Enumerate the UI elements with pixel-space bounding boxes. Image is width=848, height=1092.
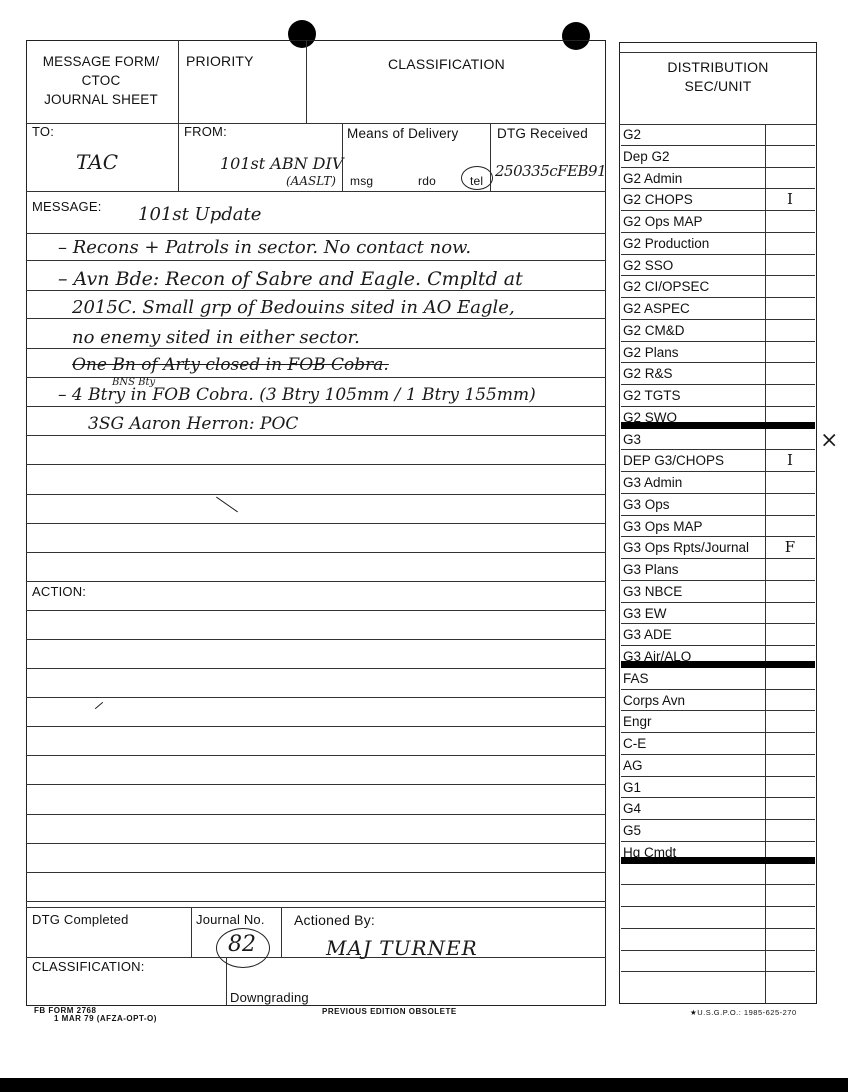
rule-19 (26, 755, 606, 756)
distribution-row-name: G2 Admin (623, 170, 683, 186)
means-option-msg: msg (350, 174, 374, 188)
distribution-row (621, 559, 815, 581)
distribution-row (621, 820, 815, 842)
form-id-line1: FB FORM 2768 (34, 1006, 97, 1015)
form-title-line3: JOURNAL SHEET (44, 92, 158, 107)
distribution-row-name: G2 R&S (623, 366, 673, 382)
footer-rule-2 (26, 957, 606, 958)
from-value-sub: (AASLT) (286, 174, 336, 188)
to-label: TO: (32, 124, 55, 139)
distribution-row (621, 777, 815, 799)
distribution-row-mark: I (787, 451, 793, 470)
rule-22 (26, 843, 606, 844)
distribution-row-mark: I (787, 190, 793, 209)
distribution-row (621, 755, 815, 777)
rule-1 (26, 233, 606, 234)
distribution-row-name: Engr (623, 714, 652, 730)
distribution-row-name: G3 Admin (623, 475, 683, 490)
distribution-row-name: G3 NBCE (623, 583, 683, 599)
dtg-received-label: DTG Received (497, 126, 588, 141)
distribution-row (621, 907, 815, 929)
distribution-row (621, 842, 815, 864)
distribution-top-rule (619, 52, 817, 53)
rule-5 (26, 348, 606, 349)
gpo-note: ★U.S.G.P.O.: 1985-625-270 (690, 1008, 797, 1017)
message-line-1: 101st Update (138, 204, 262, 225)
distribution-row-name: Hq Cmdt (623, 844, 677, 860)
message-line-3: – Avn Bde: Recon of Sabre and Eagle. Cmpltd at (58, 268, 523, 290)
message-label: MESSAGE: (32, 199, 102, 214)
distribution-row-name: G3 ADE (623, 627, 672, 643)
classification-label: CLASSIFICATION (388, 56, 505, 72)
rule-23 (26, 872, 606, 873)
distribution-row-name: FAS (623, 670, 649, 686)
actioned-by-value: MAJ TURNER (326, 936, 478, 960)
distribution-row (621, 624, 815, 646)
distribution-row-name: G2 CI/OPSEC (623, 279, 710, 295)
footer-rule-1 (26, 907, 606, 908)
distribution-title-line1: DISTRIBUTION (667, 59, 769, 75)
distribution-row (621, 646, 815, 668)
distribution-row (621, 211, 815, 233)
action-label: ACTION: (32, 584, 87, 599)
header-divider-2 (306, 40, 307, 123)
distribution-row (621, 516, 815, 538)
distribution-row (621, 320, 815, 342)
rule-8 (26, 435, 606, 436)
rule-3 (26, 290, 606, 291)
rule-7 (26, 406, 606, 407)
distribution-row-name: G3 Plans (623, 562, 679, 577)
form-title-line1: MESSAGE FORM/ (42, 54, 160, 69)
distribution-row-name: G5 (623, 823, 642, 838)
distribution-row (621, 929, 815, 951)
means-option-rdo: rdo (418, 174, 436, 188)
rule-18 (26, 726, 606, 727)
distribution-row-name: G3 Ops (623, 496, 670, 512)
distribution-row-name: AG (623, 757, 643, 773)
distribution-row (621, 189, 815, 211)
means-option-tel: tel (470, 174, 484, 188)
message-line-5: no enemy sited in either sector. (72, 327, 360, 348)
distribution-row (621, 146, 815, 168)
rule-2 (26, 260, 606, 261)
distribution-row (621, 233, 815, 255)
distribution-row-name: G2 CM&D (623, 322, 685, 338)
classification-footer-label: CLASSIFICATION: (32, 959, 145, 974)
distribution-row-name: G2 Ops MAP (623, 214, 703, 229)
distribution-row-name: C-E (623, 736, 647, 751)
distribution-row-name: G2 TGTS (623, 388, 681, 403)
from-label: FROM: (184, 124, 227, 139)
distribution-row-name: G3 Ops MAP (623, 518, 703, 534)
distribution-row (621, 581, 815, 603)
message-line-6-struck: One Bn of Arty closed in FOB Cobra. (72, 355, 389, 375)
rule-17 (26, 697, 606, 698)
rule-14 (26, 610, 606, 611)
distribution-row-name: G2 ASPEC (623, 301, 690, 316)
distribution-row (621, 472, 815, 494)
distribution-row (621, 276, 815, 298)
distribution-row (621, 537, 815, 559)
distribution-row (621, 711, 815, 733)
distribution-row (621, 798, 815, 820)
distribution-row-name: G3 (623, 431, 642, 447)
distribution-row (621, 864, 815, 886)
distribution-row-name: G2 Plans (623, 344, 679, 360)
margin-mark: ⨯ (820, 428, 839, 453)
dtg-received-value: 250335cFEB91 (495, 162, 607, 180)
distribution-row (621, 385, 815, 407)
from-value: 101st ABN DIV (220, 154, 344, 173)
to-value: TAC (76, 150, 118, 174)
distribution-row (621, 255, 815, 277)
distribution-row-name: G3 Ops Rpts/Journal (623, 540, 750, 556)
priority-label: PRIORITY (186, 53, 254, 69)
form-title (36, 52, 166, 109)
rule-11 (26, 523, 606, 524)
distribution-row (621, 429, 815, 451)
distribution-row (621, 342, 815, 364)
distribution-row (621, 951, 815, 973)
distribution-title-line2: SEC/UNIT (684, 78, 752, 94)
rule-13 (26, 581, 606, 582)
distribution-row-name: G2 SWO (623, 409, 678, 425)
message-line-2: – Recons + Patrols in sector. No contact now. (58, 237, 472, 258)
distribution-row (621, 603, 815, 625)
scan-edge-bar (0, 1078, 848, 1092)
distribution-row-mark: F (784, 538, 796, 557)
rule-16 (26, 668, 606, 669)
rule-24 (26, 901, 606, 902)
distribution-row-name: G2 Production (623, 235, 710, 251)
form-title-line2: CTOC (81, 73, 121, 88)
rule-21 (26, 814, 606, 815)
downgrading-label: Downgrading (230, 990, 309, 1005)
distribution-row-name: DEP G3/CHOPS (623, 453, 725, 469)
distribution-row-name: G2 CHOPS (623, 192, 693, 208)
message-line-7-insert: BNS Bty (112, 377, 156, 388)
footer-divider-1 (191, 907, 192, 957)
journal-no-value: 82 (228, 932, 256, 957)
routing-bottom-rule (26, 191, 606, 192)
rule-9 (26, 464, 606, 465)
distribution-row (621, 450, 815, 472)
distribution-row-name: G3 EW (623, 605, 667, 621)
distribution-row (621, 298, 815, 320)
distribution-row-name: G4 (623, 801, 642, 817)
distribution-row (621, 407, 815, 429)
header-divider-1 (178, 40, 179, 191)
message-line-4: 2015C. Small grp of Bedouins sited in AO Eagle, (72, 297, 515, 318)
footer-divider-2 (281, 907, 282, 957)
distribution-row (621, 494, 815, 516)
distribution-row-name: G2 (623, 127, 642, 142)
rule-15 (26, 639, 606, 640)
header-bottom-rule (26, 123, 606, 124)
means-of-delivery-label: Means of Delivery (347, 126, 459, 141)
distribution-row (621, 363, 815, 385)
actioned-by-label: Actioned By: (294, 912, 375, 928)
form-id-line2: 1 MAR 79 (AFZA-OPT-O) (54, 1014, 157, 1023)
distribution-row (621, 124, 815, 146)
rule-10 (26, 494, 606, 495)
rule-20 (26, 784, 606, 785)
tel-circled-mark (461, 166, 493, 190)
distribution-row-name: Dep G2 (623, 148, 670, 164)
dtg-completed-label: DTG Completed (32, 912, 129, 927)
previous-edition-note: PREVIOUS EDITION OBSOLETE (322, 1007, 457, 1016)
distribution-row (621, 690, 815, 712)
distribution-row (621, 733, 815, 755)
message-line-7: – 4 Btry in FOB Cobra. (3 Btry 105mm / 1 Btry 155mm) (58, 385, 536, 405)
distribution-row-name: G2 SSO (623, 257, 674, 273)
distribution-row-name: G3 Air/ALO (623, 649, 692, 664)
journal-no-label: Journal No. (196, 912, 265, 927)
distribution-row-name: Corps Avn (623, 692, 686, 708)
distribution-title (621, 58, 815, 96)
distribution-row (621, 668, 815, 690)
distribution-row (621, 885, 815, 907)
distribution-row (621, 168, 815, 190)
message-line-8: 3SG Aaron Herron: POC (88, 414, 299, 434)
rule-4 (26, 318, 606, 319)
rule-12 (26, 552, 606, 553)
distribution-row-name: G1 (623, 779, 642, 795)
